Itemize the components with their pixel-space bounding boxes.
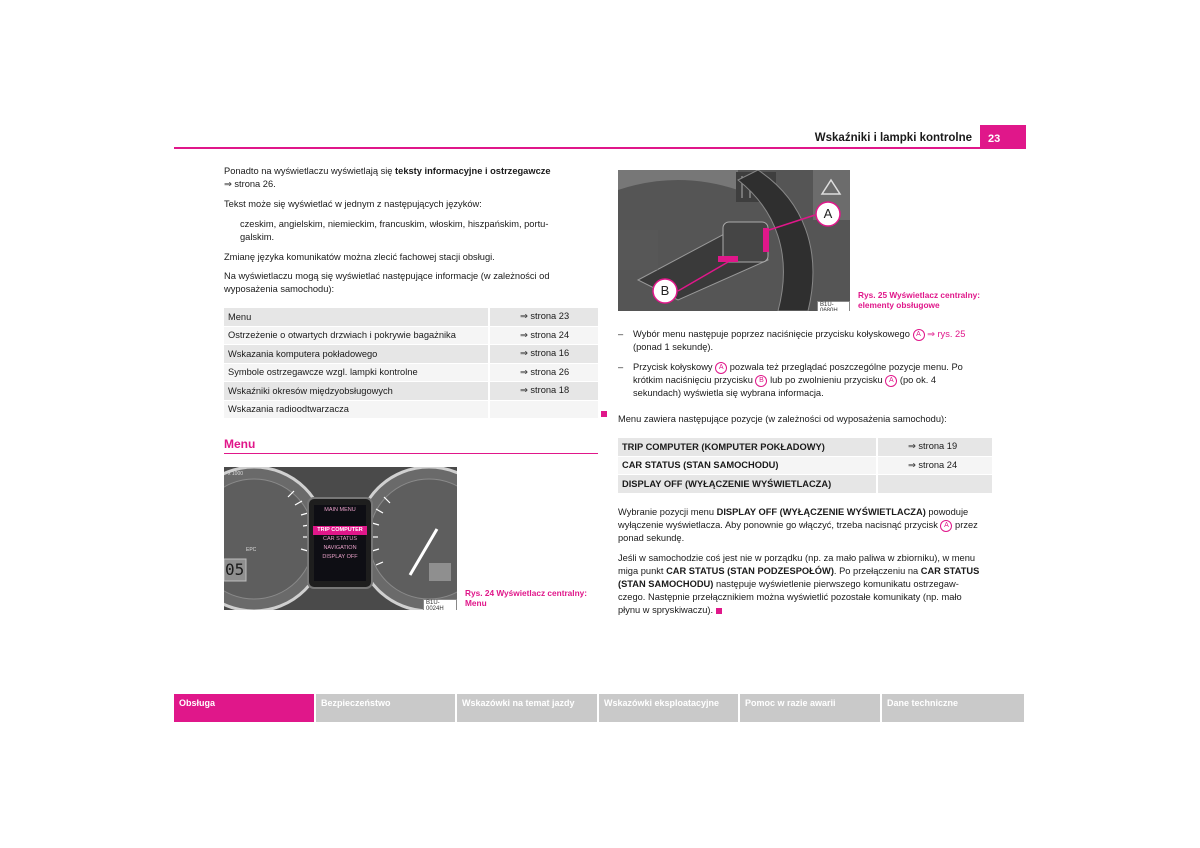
circle-a-icon: A [940,520,952,532]
car-status-bold-2: CAR STATUS [920,566,980,576]
nav-item-dane-techniczne[interactable]: Dane techniczne [882,694,1024,722]
car-status-line-4: czego. Następnie przełącznikiem można wyświetlić pozostałe komunikaty (np. mało [618,592,962,602]
bullet-2-text-mid: pozwala też przeglądać poszczególne pozycje menu. Po [729,362,963,372]
table-cell-ref: ⇒ strona 16 [489,345,598,364]
nav-item-wskazowki-jazdy[interactable]: Wskazówki na temat jazdy [457,694,599,722]
table-row [224,326,598,345]
end-of-section-marker [716,608,722,614]
callout-b-label: B [660,283,670,298]
display-off-bold: DISPLAY OFF (WYŁĄCZENIE WYŚWIETLACZA) [716,507,926,517]
table-row [224,363,598,382]
display-off-text: Wybranie pozycji menu [618,507,717,517]
bullet-1: – Wybór menu następuje poprzez naciśnięcie przycisku kołyskowego A ⇒ rys. 25 (ponad 1 sekundę). [618,329,966,352]
languages-line-1: czeskim, angielskim, niemieckim, francuskim, włoskim, hiszpańskim, portu- [240,219,549,229]
table-cell-item: Wskazania komputera pokładowego [224,345,489,364]
table-row [224,400,598,419]
screen-menu-item-selected: TRIP COMPUTER [317,527,363,533]
intro-text: Ponadto na wyświetlaczu wyświetlają się [224,166,396,176]
figure-instrument-cluster [224,467,457,610]
nav-item-wskazowki-eksploatacyjne[interactable]: Wskazówki eksploatacyjne [599,694,740,722]
nav-item-pomoc[interactable]: Pomoc w razie awarii [740,694,882,722]
menu-contents-paragraph: Menu zawiera następujące pozycje (w zależności od wyposażenia samochodu): [618,414,947,424]
caption-24-line-1: Rys. 24 Wyświetlacz centralny: [465,588,588,598]
table-row [224,382,598,401]
car-status-line-3: następuje wyświetlenie pierwszego komunikatu ostrzegaw- [713,579,959,589]
info-line-2: wyposażenia samochodu): [224,284,335,294]
end-of-section-marker [601,411,607,417]
page-number: 23 [980,125,1026,149]
info-table [224,308,598,419]
figure-stalk-controls [618,170,850,311]
figure-caption-24 [465,588,605,608]
table-cell-item: TRIP COMPUTER (KOMPUTER POKŁADOWY) [618,438,877,456]
bullet-2-line-2: krótkim naciśnięciu przycisku [633,375,753,385]
header-rule [174,147,1026,149]
caption-25-line-1: Rys. 25 Wyświetlacz centralny: [858,290,981,300]
table-cell-ref: ⇒ strona 24 [489,326,598,345]
info-line-1: Na wyświetlaczu mogą się wyświetlać następujące informacje (w zależności od [224,271,550,281]
table-cell-item: Ostrzeżenie o otwartych drzwiach i pokrywie bagażnika [224,326,489,345]
figure-caption-25 [858,290,998,310]
bullet-1-ref: ⇒ rys. 25 [927,329,966,339]
menu-items-table [618,438,992,494]
circle-a-icon: A [913,329,925,341]
table-cell-ref: ⇒ strona 23 [489,308,598,326]
display-off-line-3: ponad sekundę. [618,533,685,543]
car-status-line-1: Jeśli w samochodzie coś jest nie w porządku (np. za mało paliwa w zbiorniku), w menu [618,553,976,563]
bullet-1-line-2: (ponad 1 sekundę). [633,342,714,352]
circle-a-icon: A [885,375,897,387]
table-row [224,345,598,364]
bullet-2-line-3: sekundach) wyświetla się wybrana informacja. [633,388,824,398]
table-cell-item: DISPLAY OFF (WYŁĄCZENIE WYŚWIETLACZA) [618,475,877,494]
car-status-line-2: miga punkt [618,566,667,576]
callout-a-label: A [823,206,833,221]
car-status-paragraph [618,552,998,617]
nav-item-obsluga[interactable]: Obsługa [174,694,316,722]
screen-title: MAIN MENU [324,507,356,513]
screen-menu-item: CAR STATUS [322,536,358,542]
section-rule [224,453,598,454]
language-change-paragraph: Zmianę języka komunikatów można zlecić fachowej stacji obsługi. [224,252,495,262]
display-off-line-2-post: przez [955,520,978,530]
odometer-display: 05 [225,560,245,579]
languages-line-2: galskim. [240,232,275,242]
intro-ref: ⇒ strona 26. [224,179,276,189]
bullet-2-line-2-mid: lub po zwolnieniu przycisku [770,375,883,385]
display-off-paragraph [618,506,998,545]
intro-paragraph [224,165,598,191]
languages-paragraph: Tekst może się wyświetlać w jednym z następujących języków: [224,199,482,209]
table-row [618,438,992,456]
table-cell-ref [877,475,992,494]
table-cell-item: CAR STATUS (STAN SAMOCHODU) [618,456,877,475]
table-row [224,308,598,326]
table-cell-ref: ⇒ strona 24 [877,456,992,475]
table-cell-item: Symbole ostrzegawcze wzgl. lampki kontrolne [224,363,489,382]
screen-menu-item: NAVIGATION [323,545,357,551]
table-cell-item: Menu [224,308,489,326]
table-cell-ref: ⇒ strona 26 [489,363,598,382]
bullet-2: – Przycisk kołyskowy A pozwala też przeglądać poszczególne pozycje menu. Po krótkim naciśnięciu przycisku B lub po zwolnieniu przycisku A (po ok. 4 sekundach) wyświetla się wybrana informacja. [618,362,963,398]
car-status-bold-1: CAR STATUS (STAN PODZESPOŁÓW) [666,566,834,576]
figure-id-24: B1U-0024H [423,599,457,610]
caption-24-line-2: Menu [465,598,487,608]
bullet-2-line-2-post: (po ok. 4 [899,375,937,385]
info-paragraph [224,270,598,296]
bullet-2-text: Przycisk kołyskowy [633,362,713,372]
running-header-title: Wskaźniki i lampki kontrolne [814,132,972,144]
nav-item-bezpieczenstwo[interactable]: Bezpieczeństwo [316,694,457,722]
car-status-bold-3: (STAN SAMOCHODU) [618,579,714,589]
car-status-line-2-mid: . Po przełączeniu na [833,566,921,576]
table-cell-ref: ⇒ strona 18 [489,382,598,401]
screen-menu-item: DISPLAY OFF [322,554,358,560]
section-title-menu: Menu [224,437,256,451]
tacho-label: x 1000 [228,471,244,477]
bullet-1-text: Wybór menu następuje poprzez naciśnięcie przycisku kołyskowego [633,329,910,339]
languages-list [240,218,598,244]
table-cell-ref: ⇒ strona 19 [877,438,992,456]
table-row [618,475,992,494]
intro-bold: teksty informacyjne i ostrzegawcze [395,166,551,176]
table-row [618,456,992,475]
table-cell-ref [489,400,598,419]
table-cell-item: Wskaźniki okresów międzyobsługowych [224,382,489,401]
circle-a-icon: A [715,362,727,374]
figure-id-25: B1U-0680H [817,301,850,311]
display-off-text-post: powoduje [925,507,969,517]
epc-label: EPC [246,547,257,553]
car-status-line-5: płynu w spryskiwaczu). [618,605,714,615]
display-off-line-2: wyłączenie wyświetlacza. Aby ponownie go włączyć, trzeba nacisnąć przycisk [618,520,938,530]
caption-25-line-2: elementy obsługowe [858,300,940,310]
chapter-navigation [174,694,1024,722]
circle-b-icon: B [755,375,767,387]
table-cell-item: Wskazania radioodtwarzacza [224,400,489,419]
